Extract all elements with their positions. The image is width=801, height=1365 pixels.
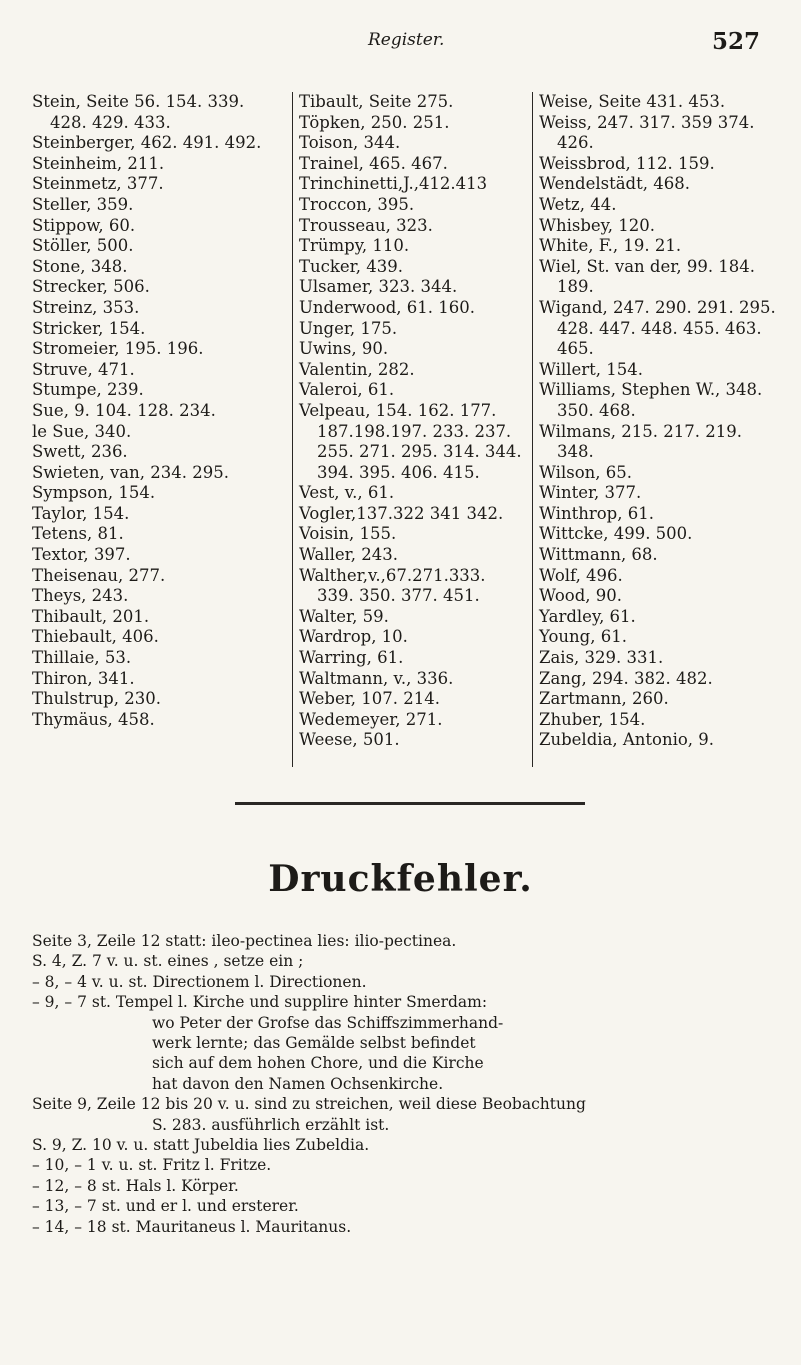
register-entry: Yardley, 61. [539, 606, 636, 626]
register-entry: Valeroi, 61. [299, 380, 395, 400]
register-entry: Trousseau, 323. [299, 215, 433, 235]
register-entry: Zhuber, 154. [539, 709, 646, 729]
register-entry: Underwood, 61. 160. [299, 297, 476, 317]
register-entry: Textor, 397. [32, 545, 131, 565]
register-entry: Struve, 471. [32, 359, 135, 379]
register-entry: Zubeldia, Antonio, 9. [539, 730, 715, 750]
register-entry: Valentin, 282. [299, 359, 415, 379]
register-entry: Stone, 348. [32, 256, 128, 276]
page-number: 527 [712, 28, 761, 55]
register-entry: Thiron, 341. [32, 668, 135, 688]
errata-line: sich auf dem hohen Chore, und die Kirche [152, 1054, 484, 1073]
register-entry: Zais, 329. 331. [539, 648, 664, 668]
register-entry: Vest, v., 61. [299, 483, 395, 503]
register-entry: Thiebault, 406. [32, 627, 159, 647]
register-entry: Wood, 90. [539, 586, 622, 606]
register-entry: Ulsamer, 323. 344. [299, 277, 458, 297]
register-entry: Winthrop, 61. [539, 503, 654, 523]
register-entry: Wardrop, 10. [299, 627, 408, 647]
errata-line: – 13, – 7 st. und er l. und ersterer. [32, 1197, 299, 1216]
errata-heading: Druckfehler. [268, 858, 533, 900]
register-entry: Unger, 175. [299, 318, 398, 338]
register-entry: Waltmann, v., 336. [299, 668, 454, 688]
register-entry: Steinheim, 211. [32, 153, 165, 173]
register-entry: Steller, 359. [32, 194, 134, 214]
register-entry: Wigand, 247. 290. 291. 295. 428. 447. 448. 455. 463. 465. [539, 297, 776, 359]
errata-line: werk lernte; das Gemälde selbst befindet [152, 1034, 476, 1053]
register-entry: Velpeau, 154. 162. 177. 187.198.197. 233. 237. 255. 271. 295. 314. 344. 394. 395. 406. 415. [299, 400, 522, 482]
register-entry: Steinberger, 462. 491. 492. [32, 133, 262, 153]
register-entry: Thymäus, 458. [32, 709, 155, 729]
register-entry: Trainel, 465. 467. [299, 153, 448, 173]
register-entry: Toison, 344. [299, 133, 401, 153]
section-divider [235, 802, 585, 805]
register-entry: Trümpy, 110. [299, 236, 410, 256]
register-entry: Tibault, Seite 275. [299, 92, 454, 111]
register-entry: Walther,v.,67.271.333. 339. 350. 377. 451. [299, 565, 486, 606]
register-column-1 [32, 92, 282, 730]
register-entry: Tucker, 439. [299, 256, 403, 276]
register-entry: Williams, Stephen W., 348. 350. 468. [539, 380, 763, 420]
errata-line: S. 283. ausführlich erzählt ist. [152, 1115, 390, 1134]
register-entry: Young, 61. [539, 627, 627, 647]
register-entry: Wedemeyer, 271. [299, 709, 443, 729]
register-entry: Streinz, 353. [32, 297, 140, 317]
errata-line: S. 4, Z. 7 v. u. st. eines , setze ein ; [32, 952, 304, 971]
errata-line: – 9, – 7 st. Tempel l. Kirche und supplire hinter Smerdam: [32, 993, 488, 1012]
register-entry: Swett, 236. [32, 442, 128, 462]
errata-line: – 10, – 1 v. u. st. Fritz l. Fritze. [32, 1156, 272, 1175]
register-entry: Wittmann, 68. [539, 545, 658, 565]
errata-line: – 14, – 18 st. Mauritaneus l. Mauritanus. [32, 1217, 352, 1236]
register-entry: Stricker, 154. [32, 318, 146, 338]
register-entry: Weise, Seite 431. 453. [539, 92, 726, 111]
register-entry: Weiss, 247. 317. 359 374. 426. [539, 112, 755, 153]
register-entry: Vogler,137.322 341 342. [299, 503, 504, 523]
register-entry: Weissbrod, 112. 159. [539, 153, 715, 173]
register-entry: Stein, Seite 56. 154. 339. 428. 429. 433. [32, 92, 245, 132]
register-entry: Weese, 501. [299, 730, 400, 750]
register-entry: Tetens, 81. [32, 524, 124, 544]
register-entry: Stumpe, 239. [32, 380, 144, 400]
register-entry: Stippow, 60. [32, 215, 136, 235]
register-entry: Zang, 294. 382. 482. [539, 668, 713, 688]
errata-line: – 12, – 8 st. Hals l. Körper. [32, 1176, 239, 1195]
register-entry: Wilmans, 215. 217. 219. 348. [539, 421, 742, 462]
register-entry: Stromeier, 195. 196. [32, 339, 204, 359]
register-entry: Thillaie, 53. [32, 648, 132, 668]
register-entry: Wilson, 65. [539, 462, 632, 482]
register-entry: White, F., 19. 21. [539, 236, 682, 256]
register-entry: Taylor, 154. [32, 503, 130, 523]
register-entry: Trinchinetti,J.,412.413 [299, 174, 488, 194]
register-entry: Töpken, 250. 251. [299, 112, 450, 132]
register-entry: Wittcke, 499. 500. [539, 524, 693, 544]
register-entry: Theisenau, 277. [32, 565, 166, 585]
register-entry: Walter, 59. [299, 606, 389, 626]
register-entry: Willert, 154. [539, 359, 644, 379]
register-entry: Swieten, van, 234. 295. [32, 462, 229, 482]
register-entry: Voisin, 155. [299, 524, 397, 544]
register-entry: Wolf, 496. [539, 565, 623, 585]
errata-line: Seite 3, Zeile 12 statt: ileo-pectinea lies: ilio-pectinea. [32, 932, 457, 950]
register-entry: Thibault, 201. [32, 606, 150, 626]
register-entry: Weber, 107. 214. [299, 689, 440, 709]
register-entry: Theys, 243. [32, 586, 129, 606]
register-entry: Steinmetz, 377. [32, 174, 164, 194]
errata-line: hat davon den Namen Ochsenkirche. [152, 1074, 444, 1093]
register-entry: le Sue, 340. [32, 421, 132, 441]
register-entry: Zartmann, 260. [539, 689, 669, 709]
errata-line: Seite 9, Zeile 12 bis 20 v. u. sind zu streichen, weil diese Beobachtung [32, 1095, 586, 1114]
register-entry: Uwins, 90. [299, 339, 389, 359]
register-entry: Sue, 9. 104. 128. 234. [32, 400, 216, 420]
page-header [0, 22, 801, 62]
register-entry: Wiel, St. van der, 99. 184. 189. [539, 256, 756, 297]
running-title: Register. [368, 30, 445, 50]
register-column-2 [292, 92, 527, 767]
errata-line: S. 9, Z. 10 v. u. statt Jubeldia lies Zubeldia. [32, 1136, 370, 1155]
register-entry: Wendelstädt, 468. [539, 174, 690, 194]
register-entry: Waller, 243. [299, 545, 398, 565]
errata-line: wo Peter der Grofse das Schiffszimmerhand- [152, 1013, 504, 1032]
errata-line: – 8, – 4 v. u. st. Directionem l. Directionen. [32, 972, 367, 991]
register-entry: Strecker, 506. [32, 277, 150, 297]
register-entry: Whisbey, 120. [539, 215, 656, 235]
register-entry: Troccon, 395. [299, 194, 415, 214]
errata-list [32, 931, 777, 1237]
register-entry: Thulstrup, 230. [32, 689, 161, 709]
register-entry: Warring, 61. [299, 648, 404, 668]
register-entry: Wetz, 44. [539, 194, 617, 214]
register-entry: Sympson, 154. [32, 483, 156, 503]
register-column-3 [532, 92, 779, 767]
register-entry: Winter, 377. [539, 483, 642, 503]
register-entry: Stöller, 500. [32, 236, 134, 256]
